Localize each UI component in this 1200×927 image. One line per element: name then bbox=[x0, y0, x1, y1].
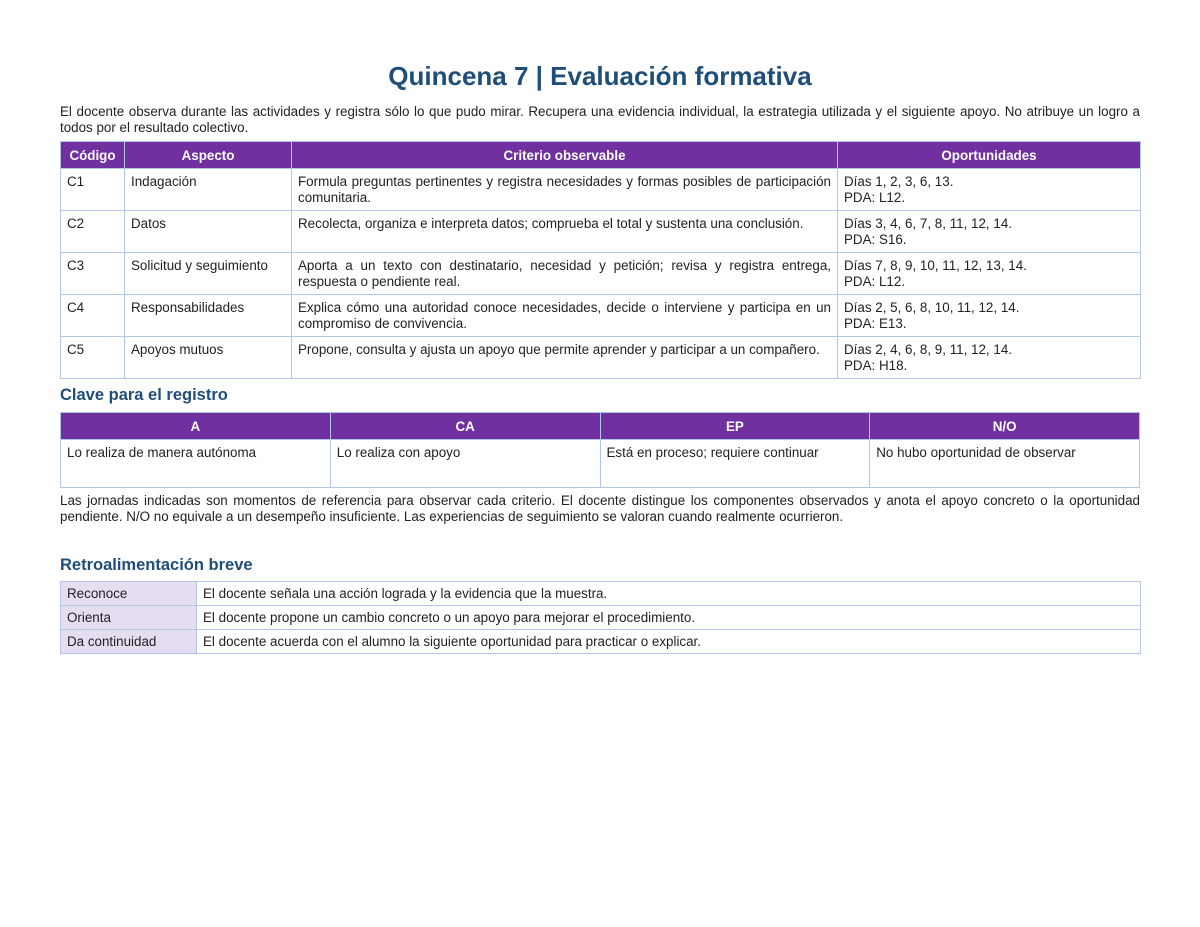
feedback-row bbox=[61, 630, 1141, 654]
days-text: Días 1, 2, 3, 6, 13. bbox=[844, 174, 954, 189]
cell-opportunities bbox=[838, 337, 1141, 379]
cell-code: C2 bbox=[61, 211, 125, 253]
key-note-paragraph: Las jornadas indicadas son momentos de referencia para observar cada criterio. El docente distingue los componentes observados y anota el apoyo concreto o la oportunidad pendiente. N/O no equivale a un desempeño insuficiente. Las experiencias de seguimiento se valoran cuando realmente ocurrieron. bbox=[60, 493, 1140, 524]
days-text: Días 2, 5, 6, 8, 10, 11, 12, 14. bbox=[844, 300, 1020, 315]
key-header-a: A bbox=[61, 413, 331, 440]
feedback-label: Da continuidad bbox=[61, 630, 197, 654]
key-header-no: N/O bbox=[870, 413, 1140, 440]
cell-criterion: Aporta a un texto con destinatario, necesidad y petición; revisa y registra entrega, respuesta o pendiente real. bbox=[292, 253, 838, 295]
feedback-label: Reconoce bbox=[61, 582, 197, 606]
key-section-heading: Clave para el registro bbox=[60, 386, 228, 404]
table-row bbox=[61, 211, 1141, 253]
cell-aspect: Datos bbox=[125, 211, 292, 253]
cell-code: C4 bbox=[61, 295, 125, 337]
feedback-label: Orienta bbox=[61, 606, 197, 630]
pda-text: PDA: H18. bbox=[844, 357, 908, 373]
pda-text: PDA: L12. bbox=[844, 273, 906, 289]
feedback-row bbox=[61, 606, 1141, 630]
header-aspect: Aspecto bbox=[125, 142, 292, 169]
cell-opportunities bbox=[838, 295, 1141, 337]
key-header-row bbox=[61, 413, 1140, 440]
intro-paragraph: El docente observa durante las actividades y registra sólo lo que pudo mirar. Recupera una evidencia individual, la estrategia utilizada y el siguiente apoyo. No atribuye un logro a todos por el resultado colectivo. bbox=[60, 104, 1140, 135]
cell-code: C5 bbox=[61, 337, 125, 379]
cell-criterion: Propone, consulta y ajusta un apoyo que permite aprender y participar a un compañero. bbox=[292, 337, 838, 379]
pda-text: PDA: L12. bbox=[844, 189, 906, 205]
cell-criterion: Recolecta, organiza e interpreta datos; comprueba el total y sustenta una conclusión. bbox=[292, 211, 838, 253]
key-header-ep: EP bbox=[600, 413, 870, 440]
cell-aspect: Indagación bbox=[125, 169, 292, 211]
table-row bbox=[61, 253, 1141, 295]
pda-text: PDA: E13. bbox=[844, 315, 907, 331]
cell-code: C1 bbox=[61, 169, 125, 211]
days-text: Días 2, 4, 6, 8, 9, 11, 12, 14. bbox=[844, 342, 1012, 357]
days-text: Días 3, 4, 6, 7, 8, 11, 12, 14. bbox=[844, 216, 1012, 231]
cell-aspect: Apoyos mutuos bbox=[125, 337, 292, 379]
feedback-text: El docente señala una acción lograda y la evidencia que la muestra. bbox=[197, 582, 1141, 606]
feedback-text: El docente propone un cambio concreto o un apoyo para mejorar el procedimiento. bbox=[197, 606, 1141, 630]
feedback-row bbox=[61, 582, 1141, 606]
cell-criterion: Explica cómo una autoridad conoce necesidades, decide o interviene y participa en un compromiso de convivencia. bbox=[292, 295, 838, 337]
header-code: Código bbox=[61, 142, 125, 169]
key-value-no: No hubo oportunidad de observar bbox=[870, 440, 1140, 488]
cell-code: C3 bbox=[61, 253, 125, 295]
key-header-ca: CA bbox=[330, 413, 600, 440]
cell-criterion: Formula preguntas pertinentes y registra necesidades y formas posibles de participación comunitaria. bbox=[292, 169, 838, 211]
header-opportunities: Oportunidades bbox=[838, 142, 1141, 169]
cell-aspect: Solicitud y seguimiento bbox=[125, 253, 292, 295]
days-text: Días 7, 8, 9, 10, 11, 12, 13, 14. bbox=[844, 258, 1027, 273]
table-row bbox=[61, 169, 1141, 211]
table-row bbox=[61, 337, 1141, 379]
pda-text: PDA: S16. bbox=[844, 231, 907, 247]
key-value-a: Lo realiza de manera autónoma bbox=[61, 440, 331, 488]
key-value-row bbox=[61, 440, 1140, 488]
document-content bbox=[60, 58, 1140, 654]
header-criterion: Criterio observable bbox=[292, 142, 838, 169]
key-table bbox=[60, 412, 1140, 488]
key-value-ep: Está en proceso; requiere continuar bbox=[600, 440, 870, 488]
table-row bbox=[61, 295, 1141, 337]
criteria-header-row bbox=[61, 142, 1141, 169]
cell-opportunities bbox=[838, 169, 1141, 211]
page-title: Quincena 7 | Evaluación formativa bbox=[388, 61, 812, 91]
cell-opportunities bbox=[838, 253, 1141, 295]
cell-opportunities bbox=[838, 211, 1141, 253]
criteria-table bbox=[60, 141, 1141, 379]
cell-aspect: Responsabilidades bbox=[125, 295, 292, 337]
feedback-table bbox=[60, 581, 1141, 654]
key-value-ca: Lo realiza con apoyo bbox=[330, 440, 600, 488]
feedback-text: El docente acuerda con el alumno la siguiente oportunidad para practicar o explicar. bbox=[197, 630, 1141, 654]
feedback-section-heading: Retroalimentación breve bbox=[60, 556, 253, 574]
